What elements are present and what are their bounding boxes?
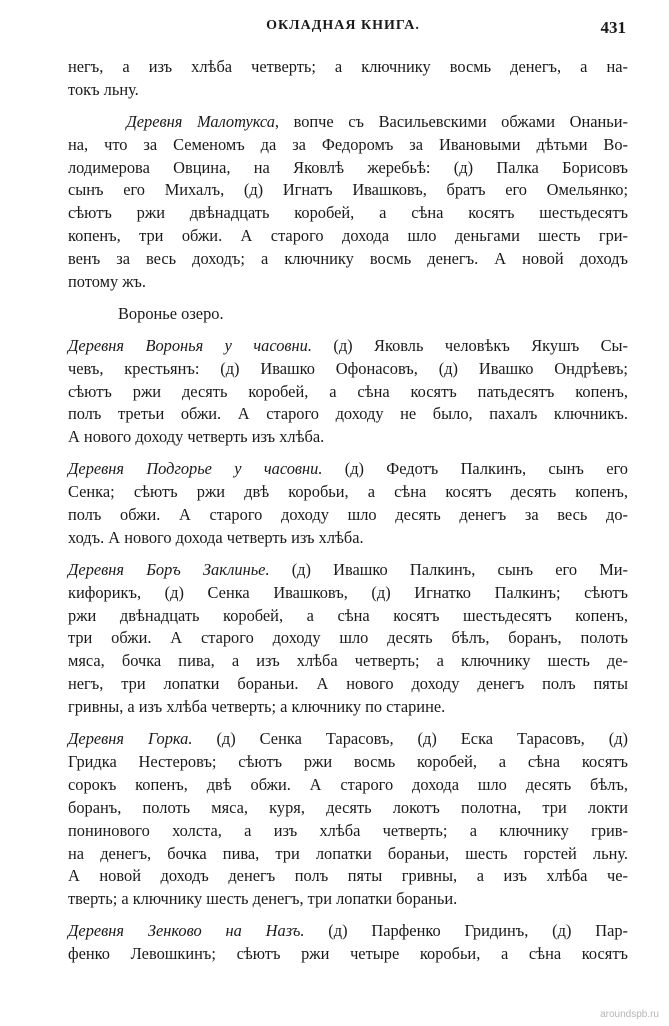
text-line: фенко Левошкинъ; сѣютъ ржи четыре коробьи, а сѣна косятъ: [68, 944, 628, 964]
running-head: ОКЛАДНАЯ КНИГА.: [266, 18, 420, 33]
paragraph-3-first-line: [68, 458, 628, 481]
village-title: Деревня Зенково на Назъ.: [68, 921, 305, 941]
text-line: кифорикъ, (д) Сенка Ивашковъ, (д) Игнатко Палкинъ; сѣютъ: [68, 582, 628, 602]
village-title: Деревня Малотукса: [126, 111, 275, 131]
text-line: сѣютъ ржи десять коробей, а сѣна косятъ патьдесятъ копенъ,: [68, 381, 628, 401]
text-line: ржи двѣнадцать коробей, а сѣна косятъ шестьдесятъ копенъ,: [68, 605, 628, 625]
paragraph-4-first-line: [68, 559, 628, 582]
page-body: [68, 56, 628, 966]
text-run: (д) Сенка Тарасовъ, (д) Еска Тарасовъ, (д): [192, 729, 629, 749]
page-number: 431: [600, 18, 626, 37]
text-run: (д) Яковль человѣкъ Якушъ Сы-: [311, 335, 628, 355]
text-line: лодимерова Овцина, на Яковлѣ жеребьѣ: (д) Палка Борисовъ: [68, 157, 628, 177]
paragraph-2-first-line: [68, 335, 628, 358]
text-line: сѣютъ ржи двѣнадцать коробей, а сѣна косятъ шестьдесятъ: [68, 203, 628, 223]
text-line: три обжи. А старого доходу шло десять бѣлъ, боранъ, полоть: [68, 628, 628, 648]
text-line: токъ льну.: [68, 79, 139, 99]
site-watermark: aroundspb.ru: [600, 1009, 659, 1020]
text-line: мяса, бочка пива, а изъ хлѣба четверть; а ключнику шесть де-: [68, 651, 628, 671]
text-line: чевъ, крестьянъ: (д) Ивашко Офонасовъ, (д) Ивашко Ондрѣевъ;: [68, 358, 628, 378]
text-line: на, что за Семеномъ да за Федоромъ за Ивановыми дѣтьми Во-: [68, 134, 628, 154]
village-title: Деревня Боръ Заклинье.: [68, 559, 270, 579]
text-line: понинового холста, а изъ хлѣба четверть; а ключнику грив-: [68, 820, 628, 840]
text-line: Гридка Нестеровъ; сѣютъ ржи восмь коробей, а сѣна косятъ: [68, 751, 628, 771]
text-run: (д) Ивашко Палкинъ, сынъ его Ми-: [269, 559, 628, 579]
paragraph-6-first-line: [68, 920, 628, 943]
text-line: негъ, а изъ хлѣба четверть; а ключнику восмь денегъ, а на-: [68, 57, 628, 76]
text-line: ходъ. А нового дохода четверть изъ хлѣба.: [68, 527, 364, 547]
section-subheading: Воронье озеро.: [118, 303, 224, 323]
text-line: Сенка; сѣютъ ржи двѣ коробьи, а сѣна косятъ десять копенъ,: [68, 482, 628, 502]
text-line: копенъ, три обжи. А старого дохода шло деньгами шесть гри-: [68, 226, 628, 246]
text-line: А новой доходъ денегъ полъ пяты гривны, а изъ хлѣба че-: [68, 866, 628, 886]
text-line: негъ, три лопатки бораньи. А нового доходу денегъ полъ пяты: [68, 674, 628, 694]
text-run: (д) Федотъ Палкинъ, сынъ его: [322, 459, 628, 479]
village-title: Деревня Горка.: [68, 729, 193, 749]
text-line: сорокъ копенъ, двѣ обжи. А старого дохода шло десять бѣлъ,: [68, 774, 628, 794]
page-header: [60, 18, 626, 42]
text-line: гривны, а изъ хлѣба четверть; а ключнику по старине.: [68, 697, 446, 717]
text-line: на денегъ, бочка пива, три лопатки бораньи, шесть горстей льну.: [68, 843, 628, 863]
paragraph-1-first-line: [68, 111, 628, 134]
text-line: полъ третьи обжи. А старого доходу не было, пахалъ ключникъ.: [68, 404, 628, 424]
paragraph-5-first-line: [68, 728, 628, 751]
village-title: Деревня Воронья у часовни.: [68, 335, 312, 355]
text-run: , вопче съ Васильевскими обжами Онаньи-: [274, 111, 628, 131]
text-line: А нового доходу четверть изъ хлѣба.: [68, 427, 325, 447]
text-line: тверть; а ключнику шесть денегъ, три лопатки бораньи.: [68, 889, 458, 909]
text-line: потому жъ.: [68, 272, 146, 292]
text-line: венъ за весь доходъ; а ключнику восмь денегъ. А новой доходъ: [68, 249, 628, 269]
text-line: полъ обжи. А старого доходу шло десять денегъ за весь до-: [68, 505, 628, 525]
text-line: боранъ, полоть мяса, куря, десять локотъ полотна, три локти: [68, 797, 628, 817]
text-line: сынъ его Михалъ, (д) Игнатъ Ивашковъ, братъ его Омельянко;: [68, 180, 628, 200]
text-run: (д) Парфенко Гридинъ, (д) Пар-: [304, 921, 628, 941]
village-title: Деревня Подгорье у часовни.: [68, 459, 323, 479]
